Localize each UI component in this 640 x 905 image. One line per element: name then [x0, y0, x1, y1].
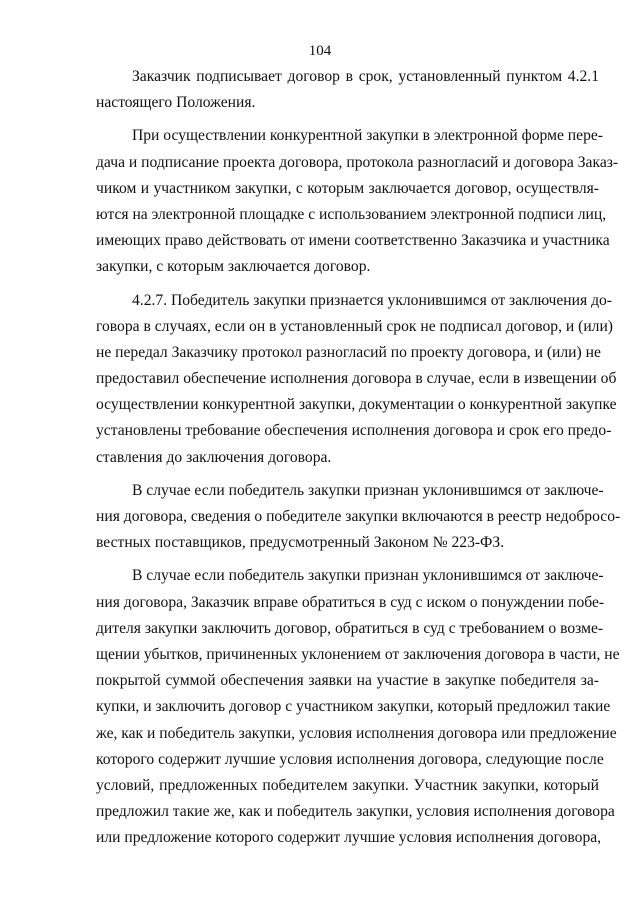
page-number: 104 — [308, 43, 332, 59]
text-line: условий, предложенных победителем закупки. Участник закупки, который — [96, 776, 599, 794]
text-line: ются на электронной площадке с использованием электронной подписи лиц, — [96, 205, 607, 223]
text-line: предоставил обеспечение исполнения договора в случае, если в извещении об — [96, 370, 617, 388]
text-line: покрытой суммой обеспечения заявки на участие в закупке победителя за- — [96, 672, 599, 690]
text-line: В случае если победитель закупки признан уклонившимся от заключе- — [132, 481, 604, 499]
text-line: ставления до заключения договора. — [96, 448, 332, 466]
paragraph — [96, 563, 620, 851]
text-line: ния договора, сведения о победителе закупки включаются в реестр недобросо- — [96, 508, 621, 525]
text-line: дителя закупки заключить договор, обратиться в суд с требованием о возме- — [96, 619, 604, 637]
text-line: Заказчик подписывает договор в срок, установленный пунктом 4.2.1 — [132, 68, 599, 85]
text-line: При осуществлении конкурентной закупки в электронной форме пере- — [132, 127, 603, 145]
text-line: предложил такие же, как и победитель закупки, условия исполнения договора — [96, 803, 615, 821]
text-line: дача и подписание проекта договора, протокола разногласий и договора Заказ- — [96, 153, 619, 171]
text-line: В случае если победитель закупки признан уклонившимся от заключе- — [132, 567, 604, 585]
paragraph — [96, 478, 621, 557]
text-line: или предложение которого содержит лучшие условия исполнения договора, — [96, 829, 602, 847]
paragraph — [96, 64, 599, 116]
text-line: установлены требование обеспечения исполнения договора и срок его предо- — [96, 422, 612, 440]
text-line: говора в случаях, если он в установленный срок не подписал договор, и (или) — [96, 317, 613, 335]
text-line: которого содержит лучшие условия исполнения договора, следующие после — [96, 750, 604, 768]
paragraph — [96, 123, 619, 280]
paragraph — [96, 288, 617, 471]
document-body — [96, 64, 621, 851]
text-line: не передал Заказчику протокол разногласий по проекту договора, и (или) не — [96, 343, 601, 361]
text-line: закупки, с которым заключается договор. — [96, 258, 371, 276]
text-line: осуществлении конкурентной закупки, документации о конкурентной закупке — [96, 396, 617, 414]
text-line: щении убытков, причиненных уклонением от заключения договора в части, не — [96, 645, 620, 663]
text-line: настоящего Положения. — [96, 94, 256, 112]
text-line: вестных поставщиков, предусмотренный Законом № 223-ФЗ. — [96, 534, 505, 552]
text-line: же, как и победитель закупки, условия исполнения договора или предложение — [96, 724, 617, 742]
text-line: ния договора, Заказчик вправе обратиться в суд с иском о понуждении побе- — [96, 593, 605, 611]
text-line: купки, и заключить договор с участником закупки, который предложил такие — [96, 698, 611, 716]
text-line: имеющих право действовать от имени соответственно Заказчика и участника — [96, 232, 610, 250]
text-line: 4.2.7. Победитель закупки признается уклонившимся от заключения до- — [132, 291, 612, 309]
text-line: чиком и участником закупки, с которым заключается договор, осуществля- — [96, 179, 599, 197]
